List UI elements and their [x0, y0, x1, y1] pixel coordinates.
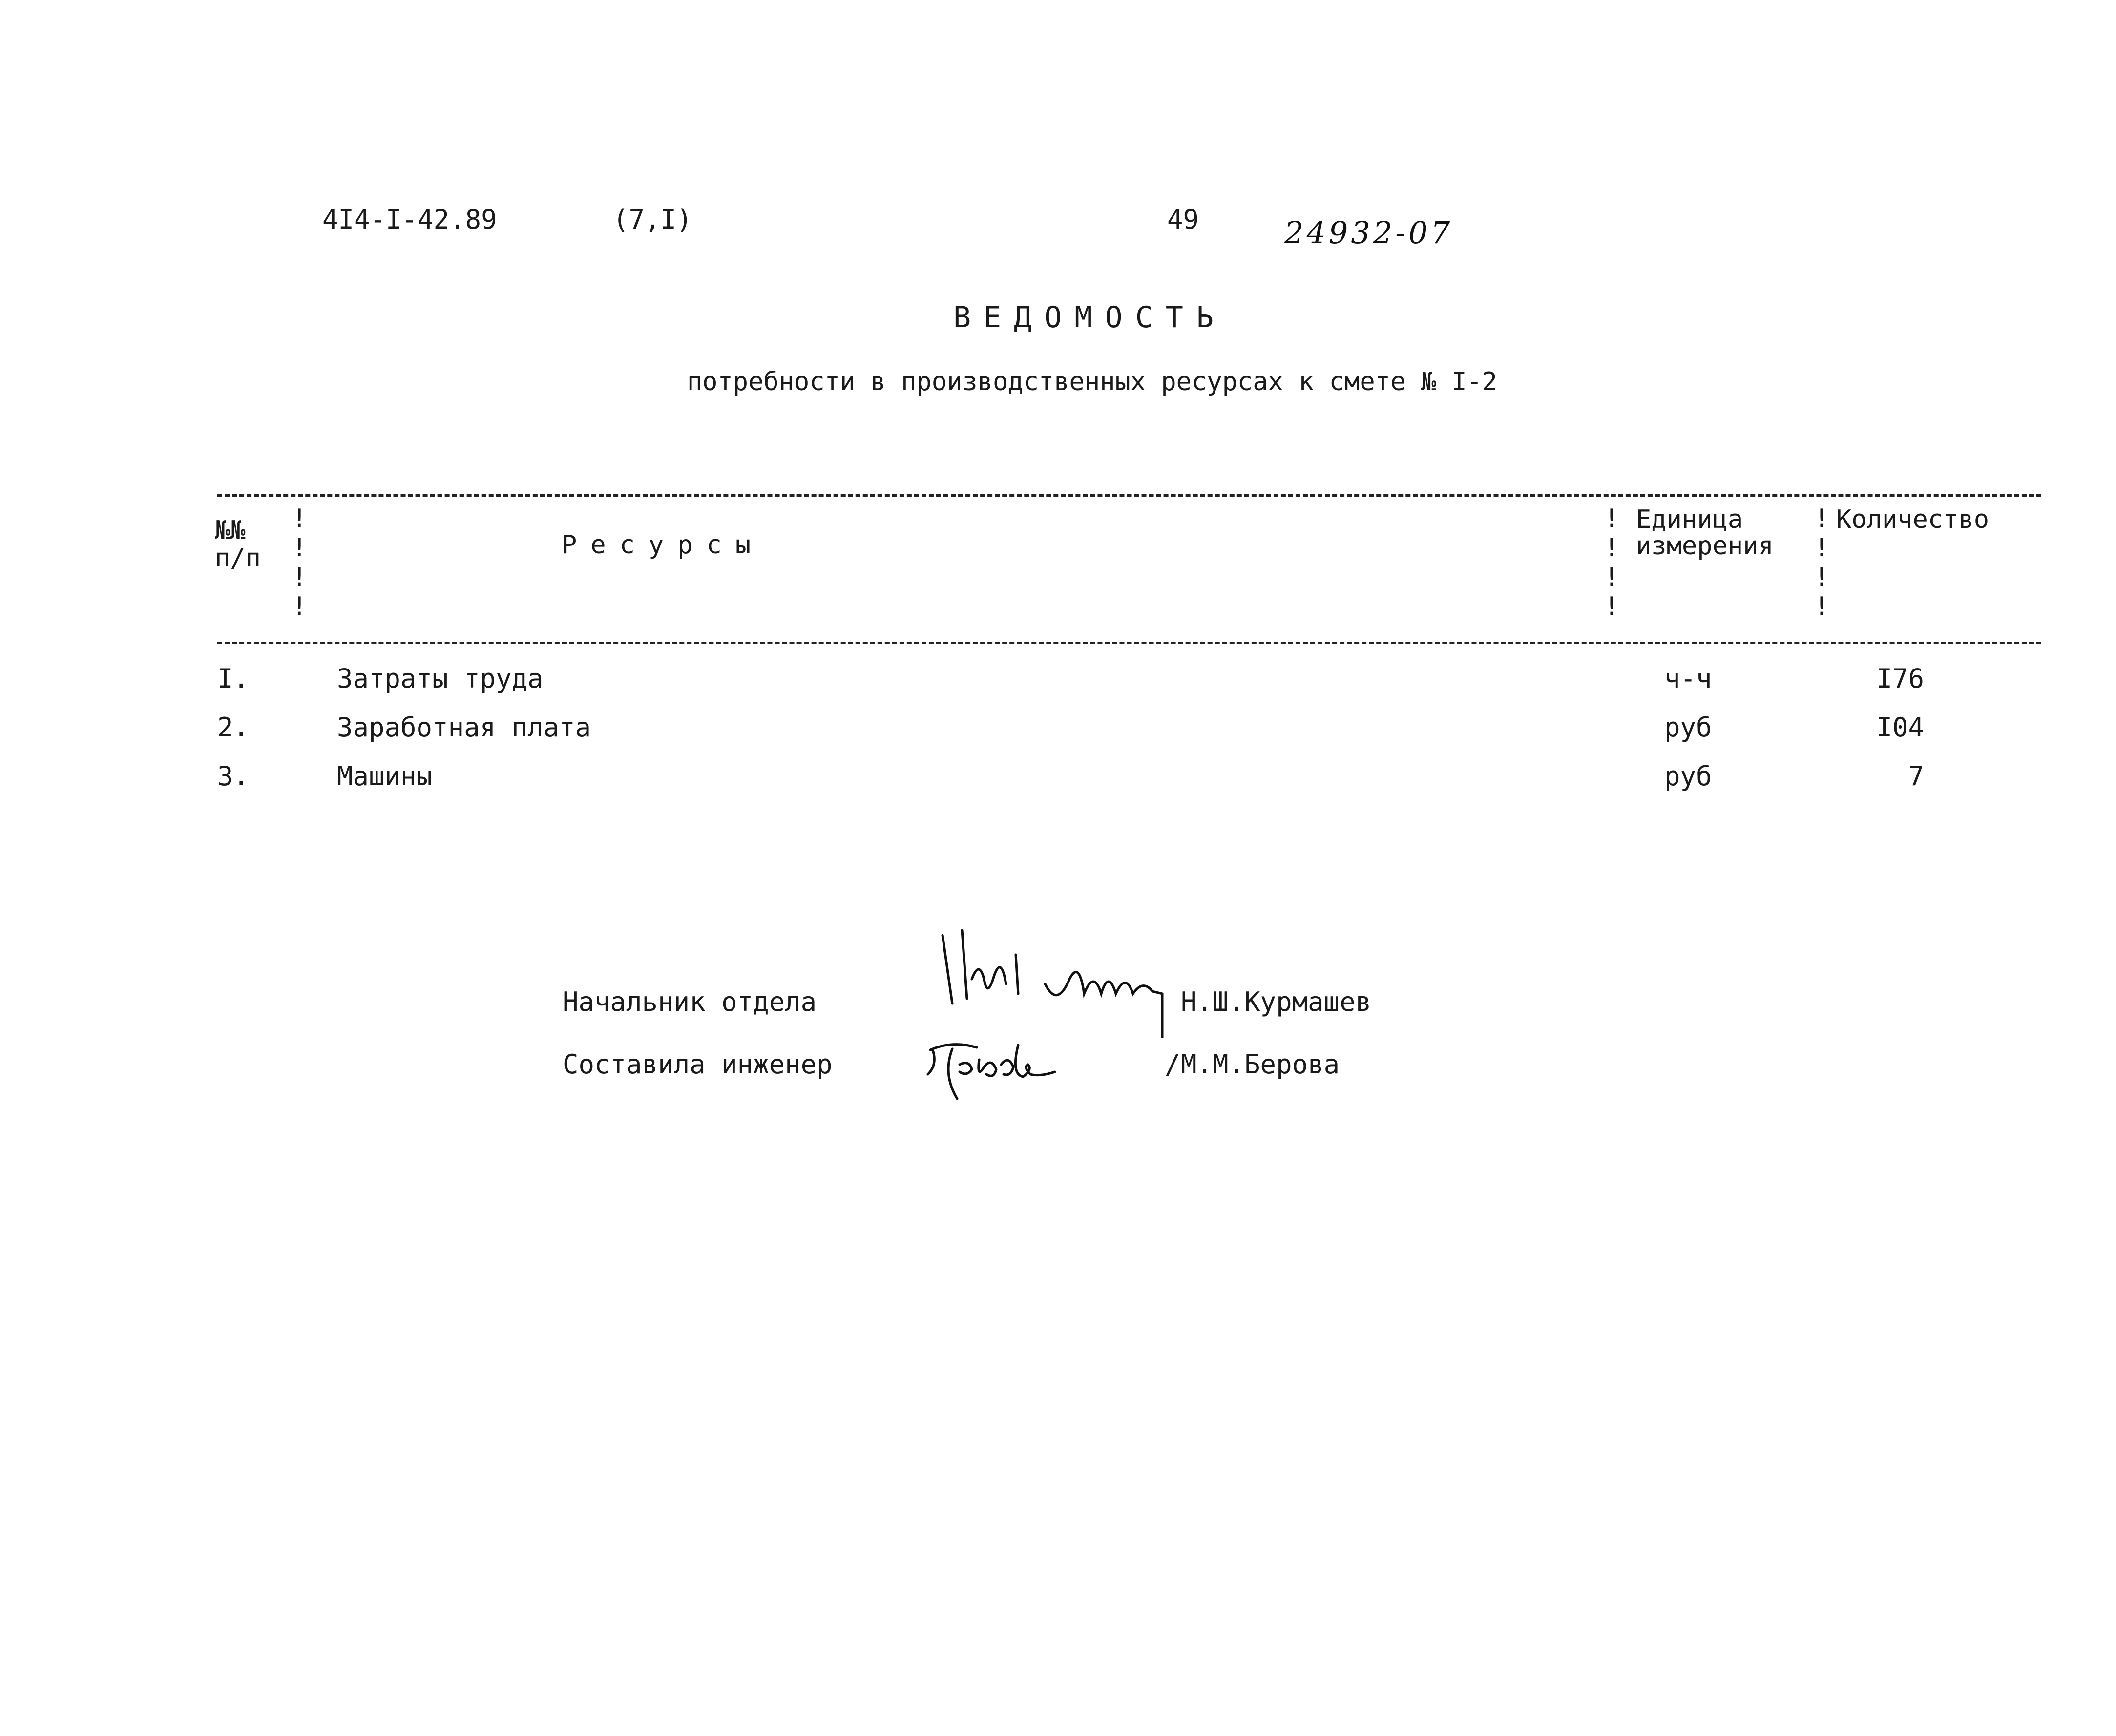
- handwritten-signature-head: [933, 925, 1187, 1038]
- separator-mark: !: [292, 504, 307, 533]
- row-quantity: 7: [1908, 761, 1924, 792]
- separator-mark: !: [1814, 563, 1829, 592]
- header-quantity: Количество: [1836, 505, 1990, 534]
- separator-mark: !: [1604, 592, 1619, 621]
- separator-mark: !: [1604, 533, 1619, 563]
- row-unit: руб: [1664, 712, 1712, 743]
- handwritten-signature-engineer: [923, 1030, 1069, 1104]
- separator-mark: !: [1604, 504, 1619, 533]
- header-num-line2: п/п: [215, 544, 261, 573]
- row-number: 2.: [217, 712, 250, 743]
- document-title: ВЕДОМОСТЬ: [953, 300, 1227, 335]
- separator-mark: !: [1814, 504, 1829, 533]
- separator-mark: !: [1814, 592, 1829, 621]
- row-unit: руб: [1664, 761, 1712, 792]
- signature-name-engineer: М.М.Берова: [1181, 1049, 1340, 1080]
- signature-name-head: Н.Ш.Курмашев: [1181, 986, 1372, 1017]
- row-number: I.: [217, 663, 250, 694]
- row-unit: ч-ч: [1664, 663, 1712, 694]
- separator-mark: !: [1604, 563, 1619, 592]
- header-resources: Ресурсы: [562, 530, 765, 560]
- separator-mark: !: [292, 533, 307, 563]
- separator-mark: !: [292, 563, 307, 592]
- signature-slash: /: [1165, 1049, 1181, 1080]
- row-quantity: I04: [1876, 712, 1924, 743]
- row-resource-name: Машины: [337, 761, 433, 792]
- handwritten-archive-number: 24932-07: [1284, 215, 1453, 251]
- header-unit-line2: измерения: [1636, 531, 1774, 561]
- signature-role-head: Начальник отдела: [563, 986, 817, 1017]
- row-number: 3.: [217, 761, 250, 792]
- row-resource-name: Затраты труда: [337, 663, 544, 694]
- signature-role-engineer: Составила инженер: [563, 1049, 833, 1080]
- header-num-line1: №№: [215, 516, 246, 545]
- document-subtitle: потребности в производственных ресурсах к смете № I-2: [687, 367, 1498, 397]
- separator-mark: !: [1814, 533, 1829, 563]
- row-quantity: I76: [1876, 663, 1924, 694]
- table-header-rule: [217, 642, 2041, 644]
- table-top-rule: [217, 494, 2041, 497]
- separator-mark: !: [292, 592, 307, 621]
- header-unit-line1: Единица: [1636, 505, 1743, 534]
- row-resource-name: Заработная плата: [337, 712, 591, 743]
- page-number: 49: [1167, 204, 1199, 235]
- document-code: 4I4-I-42.89: [322, 204, 497, 235]
- section-number: (7,I): [613, 204, 692, 235]
